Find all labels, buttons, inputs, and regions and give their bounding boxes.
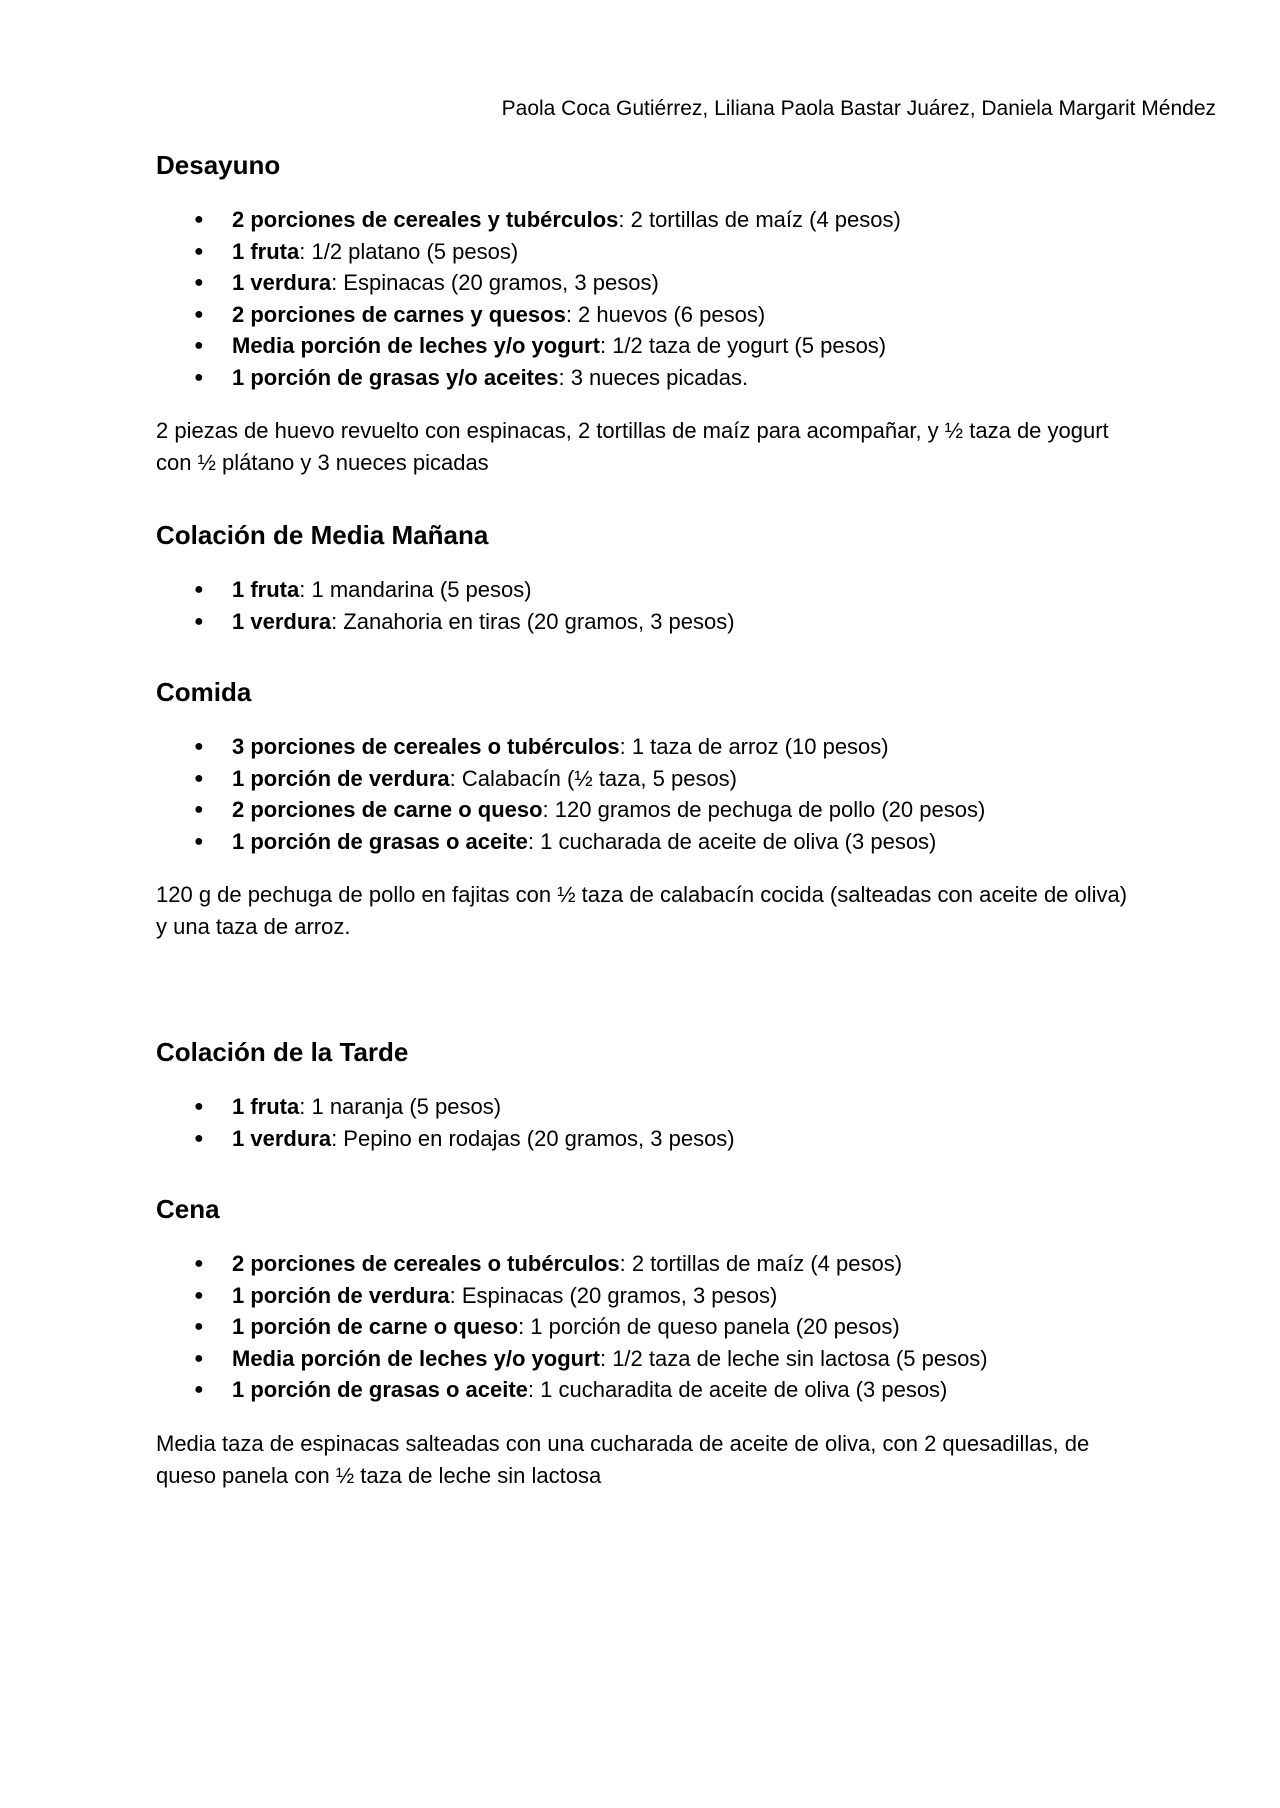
bullet-icon: ●	[194, 769, 204, 787]
list-item	[194, 267, 1146, 299]
item-detail: : Zanahoria en tiras (20 gramos, 3 pesos)	[331, 608, 735, 634]
meal-description: 120 g de pechuga de pollo en fajitas con ½ taza de calabacín cocida (salteadas con aceite de oliva) y una taza de arroz.	[156, 882, 1128, 939]
item-label: 1 porción de grasas y/o aceites	[232, 364, 559, 390]
item-list	[156, 731, 1146, 857]
list-item	[194, 236, 1146, 268]
item-detail: : 2 huevos (6 pesos)	[565, 301, 766, 327]
item-detail: : 1 taza de arroz (10 pesos)	[619, 734, 889, 759]
bullet-icon: ●	[194, 581, 204, 598]
bullet-icon: ●	[194, 612, 204, 630]
bullet-icon: ●	[194, 832, 204, 850]
item-label: 1 verdura	[232, 1125, 332, 1151]
list-item	[194, 574, 1146, 606]
authors-header: Paola Coca Gutiérrez, Liliana Paola Bastar Juárez, Daniela Margarit Méndez	[501, 97, 1216, 120]
item-detail: : 2 tortillas de maíz (4 pesos)	[619, 1251, 903, 1276]
list-item	[194, 299, 1146, 331]
bullet-icon: ●	[194, 801, 204, 818]
item-label: 2 porciones de cereales y tubérculos	[232, 207, 619, 232]
section-title: Comida	[156, 677, 252, 707]
section-cena	[156, 1194, 1146, 1492]
bullet-icon: ●	[194, 1286, 204, 1304]
item-detail: : 1/2 taza de yogurt (5 pesos)	[599, 333, 887, 358]
section-title: Colación de la Tarde	[156, 1037, 409, 1067]
item-label: Media porción de leches y/o yogurt	[232, 333, 600, 358]
section-title: Cena	[156, 1194, 220, 1224]
item-label: 3 porciones de cereales o tubérculos	[232, 734, 620, 759]
list-item	[194, 204, 1146, 236]
item-label: 1 porción de verdura	[232, 765, 450, 791]
bullet-icon: ●	[194, 738, 204, 755]
item-detail: : 1 cucharadita de aceite de oliva (3 pesos)	[527, 1377, 948, 1402]
item-detail: : 1/2 taza de leche sin lactosa (5 pesos)	[599, 1345, 988, 1371]
list-item	[194, 1123, 1146, 1155]
list-item	[194, 606, 1146, 638]
item-detail: : Espinacas (20 gramos, 3 pesos)	[449, 1282, 778, 1308]
list-item	[194, 731, 1146, 763]
item-detail: : 1/2 platano (5 pesos)	[299, 238, 519, 264]
item-detail: : Calabacín (½ taza, 5 pesos)	[449, 765, 737, 791]
meal-description: Media taza de espinacas salteadas con una cucharada de aceite de oliva, con 2 quesadillas, de queso panela con ½ taza de leche sin lactosa	[156, 1430, 1090, 1488]
item-label: 1 fruta	[232, 238, 300, 264]
bullet-icon: ●	[194, 211, 204, 228]
item-label: 1 porción de carne o queso	[232, 1314, 519, 1339]
bullet-icon: ●	[194, 1098, 204, 1115]
list-item	[194, 1343, 1146, 1375]
item-detail: : Pepino en rodajas (20 gramos, 3 pesos)	[331, 1125, 735, 1151]
item-list	[156, 574, 1146, 637]
list-item	[194, 794, 1146, 826]
section-desayuno	[156, 150, 1146, 479]
list-item	[194, 763, 1146, 795]
section-title: Desayuno	[156, 150, 281, 180]
bullet-icon: ●	[194, 1255, 204, 1272]
bullet-icon: ●	[194, 1349, 204, 1367]
item-detail: : Espinacas (20 gramos, 3 pesos)	[331, 270, 659, 295]
bullet-icon: ●	[194, 305, 204, 323]
item-label: 1 verdura	[232, 270, 332, 295]
item-detail: : 1 naranja (5 pesos)	[299, 1094, 502, 1119]
bullet-icon: ●	[194, 1318, 204, 1335]
item-label: 2 porciones de carne o queso	[232, 797, 543, 822]
item-list	[156, 204, 1146, 393]
bullet-icon: ●	[194, 1381, 204, 1398]
item-label: 1 verdura	[232, 608, 332, 634]
item-list	[156, 1091, 1146, 1154]
list-item	[194, 362, 1146, 394]
item-detail: : 2 tortillas de maíz (4 pesos)	[618, 207, 901, 232]
bullet-icon: ●	[194, 274, 204, 291]
item-label: Media porción de leches y/o yogurt	[232, 1345, 600, 1371]
item-detail: : 1 mandarina (5 pesos)	[299, 577, 532, 602]
item-label: 1 fruta	[232, 577, 300, 602]
item-label: 1 porción de verdura	[232, 1282, 450, 1308]
bullet-icon: ●	[194, 368, 204, 386]
item-label: 1 porción de grasas o aceite	[232, 828, 528, 854]
section-colacion-tarde	[156, 1037, 1146, 1154]
section-colacion-media-manana	[156, 520, 1146, 637]
list-item	[194, 826, 1146, 858]
item-list	[156, 1248, 1146, 1406]
item-detail: : 1 porción de queso panela (20 pesos)	[518, 1314, 900, 1339]
bullet-icon: ●	[194, 1129, 204, 1147]
list-item	[194, 1248, 1146, 1280]
item-detail: : 120 gramos de pechuga de pollo (20 pesos)	[542, 797, 986, 822]
list-item	[194, 1280, 1146, 1312]
item-label: 2 porciones de carnes y quesos	[232, 301, 566, 327]
bullet-icon: ●	[194, 337, 204, 354]
list-item	[194, 1091, 1146, 1123]
section-title: Colación de Media Mañana	[156, 520, 489, 550]
section-comida	[156, 677, 1146, 943]
item-detail: : 1 cucharada de aceite de oliva (3 pesos)	[527, 828, 937, 854]
list-item	[194, 1374, 1146, 1406]
bullet-icon: ●	[194, 242, 204, 260]
list-item	[194, 330, 1146, 362]
list-item	[194, 1311, 1146, 1343]
item-detail: : 3 nueces picadas.	[558, 364, 749, 390]
item-label: 2 porciones de cereales o tubérculos	[232, 1251, 620, 1276]
meal-description: 2 piezas de huevo revuelto con espinacas, 2 tortillas de maíz para acompañar, y ½ taza de yogurt con ½ plátano y 3 nueces picadas	[156, 418, 1109, 475]
item-label: 1 porción de grasas o aceite	[232, 1377, 528, 1402]
item-label: 1 fruta	[232, 1094, 300, 1119]
